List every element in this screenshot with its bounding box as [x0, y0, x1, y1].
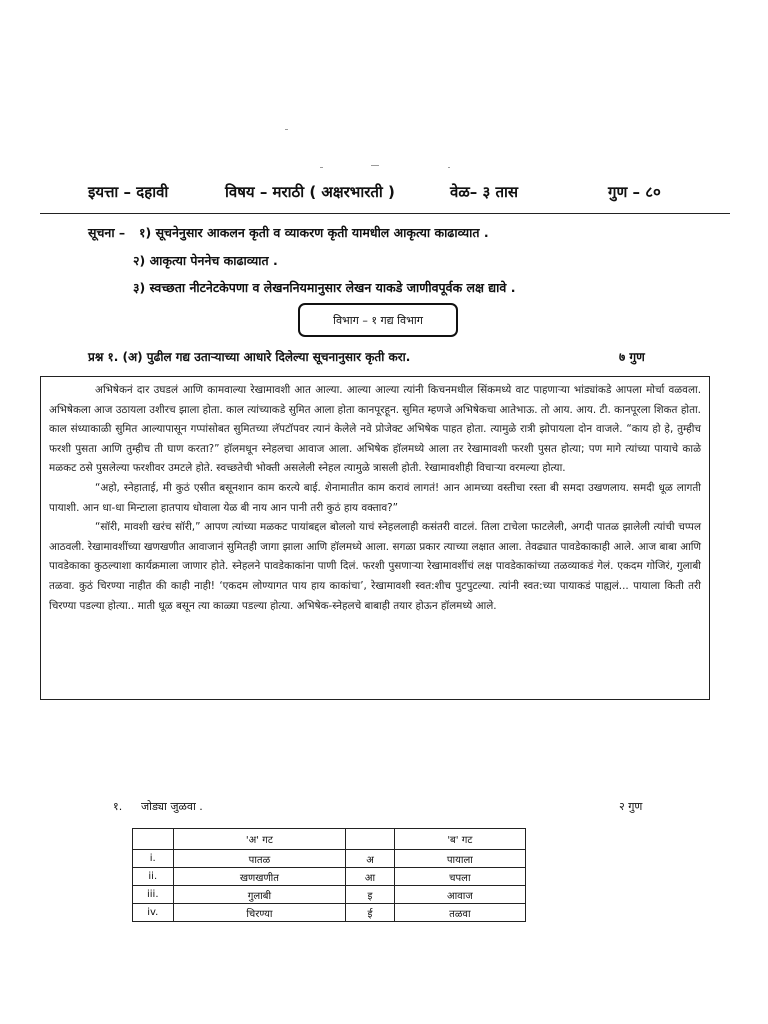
group-a-item: चिरण्या [173, 904, 346, 922]
header-blank-cell [133, 829, 174, 850]
row-letter: अ [346, 850, 394, 868]
table-row [133, 868, 526, 886]
question-2-text: जोड्या जुळवा . [141, 800, 203, 813]
group-b-item: पायाला [394, 850, 525, 868]
row-letter: इ [346, 886, 394, 904]
passage-paragraph: अभिषेकनं दार उघडलं आणि कामवाल्या रेखामावशी आत आल्या. आल्या आल्या त्यांनी किचनमधील सिंकमध्ये वाट पाहणाऱ्या भांड्यांकडे आपला मोर्चा वळवला. अभिषेकला आज उठायला उशीरच झाला होता. काल त्यांच्याकडे सुमित आला होता कानपूरहून. सुमित म्हणजे अभिषेकचा आतेभाऊ. तो आय. आय. टी. कानपूरला शिकत होता. काल संध्याकाळी सुमित आल्यापासून गप्पांसोबत सुमितच्या लॅपटॉपवर त्यानं केलेले नवे प्रोजेक्ट अभिषेक पाहत होता. त्यामुळे रात्री झोपायला दोन वाजले. “काय हो हे, तुम्हीच फरशी पुसता आणि तुम्हीच ती घाण करता?” हॉलमधून स्नेहलचा आवाज आला. अभिषेक हॉलमध्ये आला तर रेखामावशी फरशी पुसत होत्या; पण मागे त्यांच्या पायाचे काळे मळकट ठसे पुसलेल्या फरशीवर उमटले होते. स्वच्छतेची भोक्ती असलेली स्नेहल त्यामुळे त्रासली होती. रेखामावशीही विचाऱ्या वरमल्या होत्या. [49, 384, 701, 475]
row-number: iii. [133, 886, 174, 904]
table-row [133, 886, 526, 904]
row-number: i. [133, 850, 174, 868]
row-number: iv. [133, 904, 174, 922]
marks-label: गुण – ८० [608, 183, 661, 201]
row-letter: आ [346, 868, 394, 886]
scan-speck [285, 129, 288, 130]
group-b-item: आवाज [394, 886, 525, 904]
header-rule [40, 213, 730, 214]
instruction-item: १) सूचनेनुसार आकलन कृती व व्याकरण कृती यामधील आकृत्या काढाव्यात . [139, 225, 489, 240]
time-label: वेळ– ३ तास [450, 183, 519, 201]
passage-box [40, 376, 710, 700]
subject-label: विषय – मराठी ( अक्षरभारती ) [225, 183, 395, 201]
row-number: ii. [133, 868, 174, 886]
row-letter: ई [346, 904, 394, 922]
header-blank-cell [346, 829, 394, 850]
match-table-header-row [133, 829, 526, 850]
match-table [132, 828, 526, 922]
passage-paragraph: “अहो, स्नेहाताई, मी कुठं एसीत बसूनशान काम करत्ये बाई. शेनामातीत काम करावं लागतं! आन आमच्या वस्तीचा रस्ता बी समदा उखणलाय. समदी धूळ लागती पायाशी. आन धा-धा मिन्टाला हातपाय धोवाला येळ बी नाय आन पानी तरी कुठं हाय वक्ताव?” [49, 481, 701, 514]
table-row [133, 904, 526, 922]
question-1-text: प्रश्न १. (अ) पुढील गद्य उताऱ्याच्या आधारे दिलेल्या सूचनानुसार कृती करा. [88, 350, 411, 364]
header-group-b: 'ब' गट [394, 829, 525, 850]
question-2-marks: २ गुण [619, 800, 643, 813]
class-label: इयत्ता – दहावी [88, 183, 169, 201]
group-a-item: गुलाबी [173, 886, 346, 904]
scan-speck [448, 167, 450, 168]
group-b-item: तळवा [394, 904, 525, 922]
instruction-item: २) आकृत्या पेननेच काढाव्यात . [133, 253, 278, 268]
scan-speck [371, 165, 379, 166]
section-title-box [298, 303, 458, 337]
instructions-lead: सूचना – [88, 225, 126, 240]
section-title: विभाग – १ गद्य विभाग [333, 313, 423, 327]
group-a-item: पातळ [173, 850, 346, 868]
question-1-marks: ७ गुण [619, 350, 645, 364]
question-2-number: १. [113, 800, 123, 813]
scan-speck [320, 167, 323, 168]
group-b-item: चपला [394, 868, 525, 886]
table-row [133, 850, 526, 868]
instruction-item: ३) स्वच्छता नीटनेटकेपणा व लेखननियमानुसार लेखन याकडे जाणीवपूर्वक लक्ष द्यावे . [133, 280, 516, 295]
passage-paragraph: “सॉरी, मावशी खरंच सॉरी,” आपण त्यांच्या मळकट पायांबद्दल बोललो याचं स्नेहललाही कसंतरी वाटलं. तिला टाचेला फाटलेली, अगदी पातळ झालेली त्यांची चप्पल आठवली. रेखामावशींच्या खणखणीत आवाजानं सुमितही जागा झाला आणि हॉलमध्ये आला. सगळा प्रकार त्याच्या लक्षात आला. तेवढ्यात पावडेकाकाही आले. आज बाबा आणि पावडेकाका कुठल्याशा कार्यक्रमाला जाणार होते. स्नेहलने पावडेकाकांना पाणी दिलं. फरशी पुसणाऱ्या रेखामावशींचं लक्ष पावडेकाकांच्या तळव्याकडं गेलं. एकदम गोजिरं, गुलाबी तळवा. कुठं चिरण्या नाहीत की काही नाही! ‘एकदम लोण्यागत पाय हाय काकांचा’, रेखामावशी स्वत:शीच पुटपुटल्या. त्यांनी स्वत:च्या पायाकडं पाह्यलं... पायाला किती तरी चिरण्या पडल्या होत्या.. माती धूळ बसून त्या काळ्या पडल्या होत्या. अभिषेक-स्नेहलचे बाबाही तयार होऊन हॉलमध्ये आले. [49, 521, 701, 612]
header-group-a: 'अ' गट [173, 829, 346, 850]
group-a-item: खणखणीत [173, 868, 346, 886]
